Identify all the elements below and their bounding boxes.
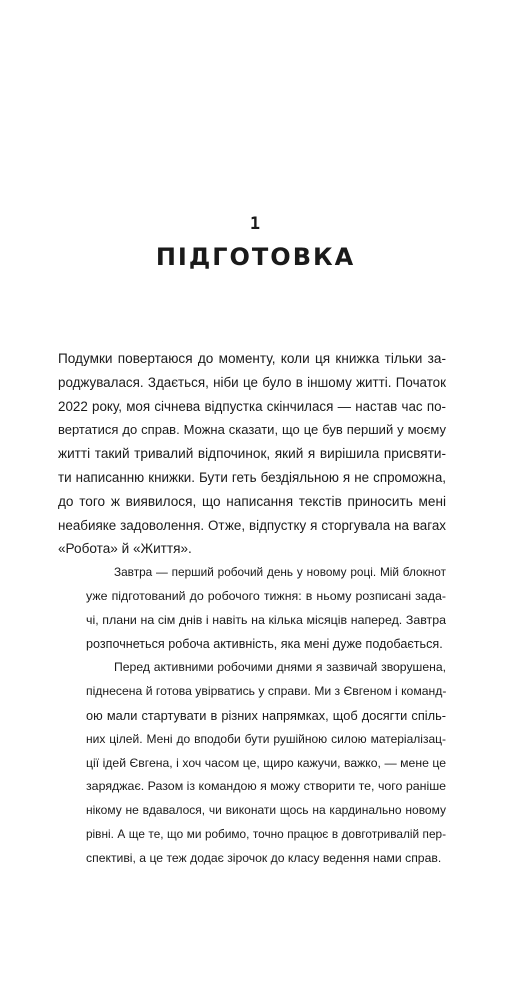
body-text [58,347,446,871]
text-line: неабияке задоволення. Отже, відпустку я сторгувала на вагах [58,517,446,533]
paragraph-3 [58,656,446,870]
text-line: ти написанню книжки. Бути геть бездіяльною я не спроможна, [58,469,446,485]
text-line: уже підготований до робочого тижня: в ньому розписані зада- [86,588,446,603]
text-line: до того ж виявилося, що написання текстів приносить мені [58,493,446,509]
text-line: ції ідей Євгена, і хоч часом це, щиро кажучи, важко, — мене це [86,755,446,770]
text-line: Подумки повертаюся до моменту, коли ця книжка тільки за- [58,351,446,366]
text-line: Завтра — перший робочий день у новому році. Мій блокнот [114,565,446,580]
text-line: заряджає. Разом із командою я можу створити те, чого раніше [86,779,447,794]
text-line: розпочнеться робоча активність, яка мені дуже подобається. [86,636,443,651]
text-line: них цілей. Мені до вподоби бути рушійною силою матеріалізац- [86,731,446,746]
chapter-number: 1 [249,214,262,234]
text-line: рівні. А ще те, що ми робимо, точно працює в довготривалій пер- [86,826,446,841]
text-line: Перед активними робочими днями я зазвичай зворушена, [114,660,446,675]
chapter-title: ПІДГОТОВКА [155,243,356,271]
text-line: «Робота» й «Життя». [58,541,192,557]
text-line: ою мали стартувати в різних напрямках, щоб досягти спіль- [86,707,446,723]
paragraph-2 [58,561,446,656]
text-line: чі, плани на сім днів і навіть на кілька місяців наперед. Завтра [86,612,446,627]
text-line: вертатися до справ. Можна сказати, що це був перший у моєму [58,422,446,438]
text-line: піднесена й готова увірватись у справи. Ми з Євгеном і команд- [86,684,447,699]
text-line: 2022 року, моя січнева відпустка скінчилася — настав час по- [58,398,446,414]
paragraph-1 [58,347,446,561]
text-line: спективі, а це теж додає зірочок до класу ведення нами справ. [86,850,442,865]
text-line: роджувалася. Здається, ніби це було в іншому житті. Початок [58,374,446,390]
text-line: житті такий тривалий відпочинок, який я вирішила присвяти- [58,446,446,462]
text-line: нікому не вдавалося, чи виконати щось на кардинально новому [86,803,446,818]
